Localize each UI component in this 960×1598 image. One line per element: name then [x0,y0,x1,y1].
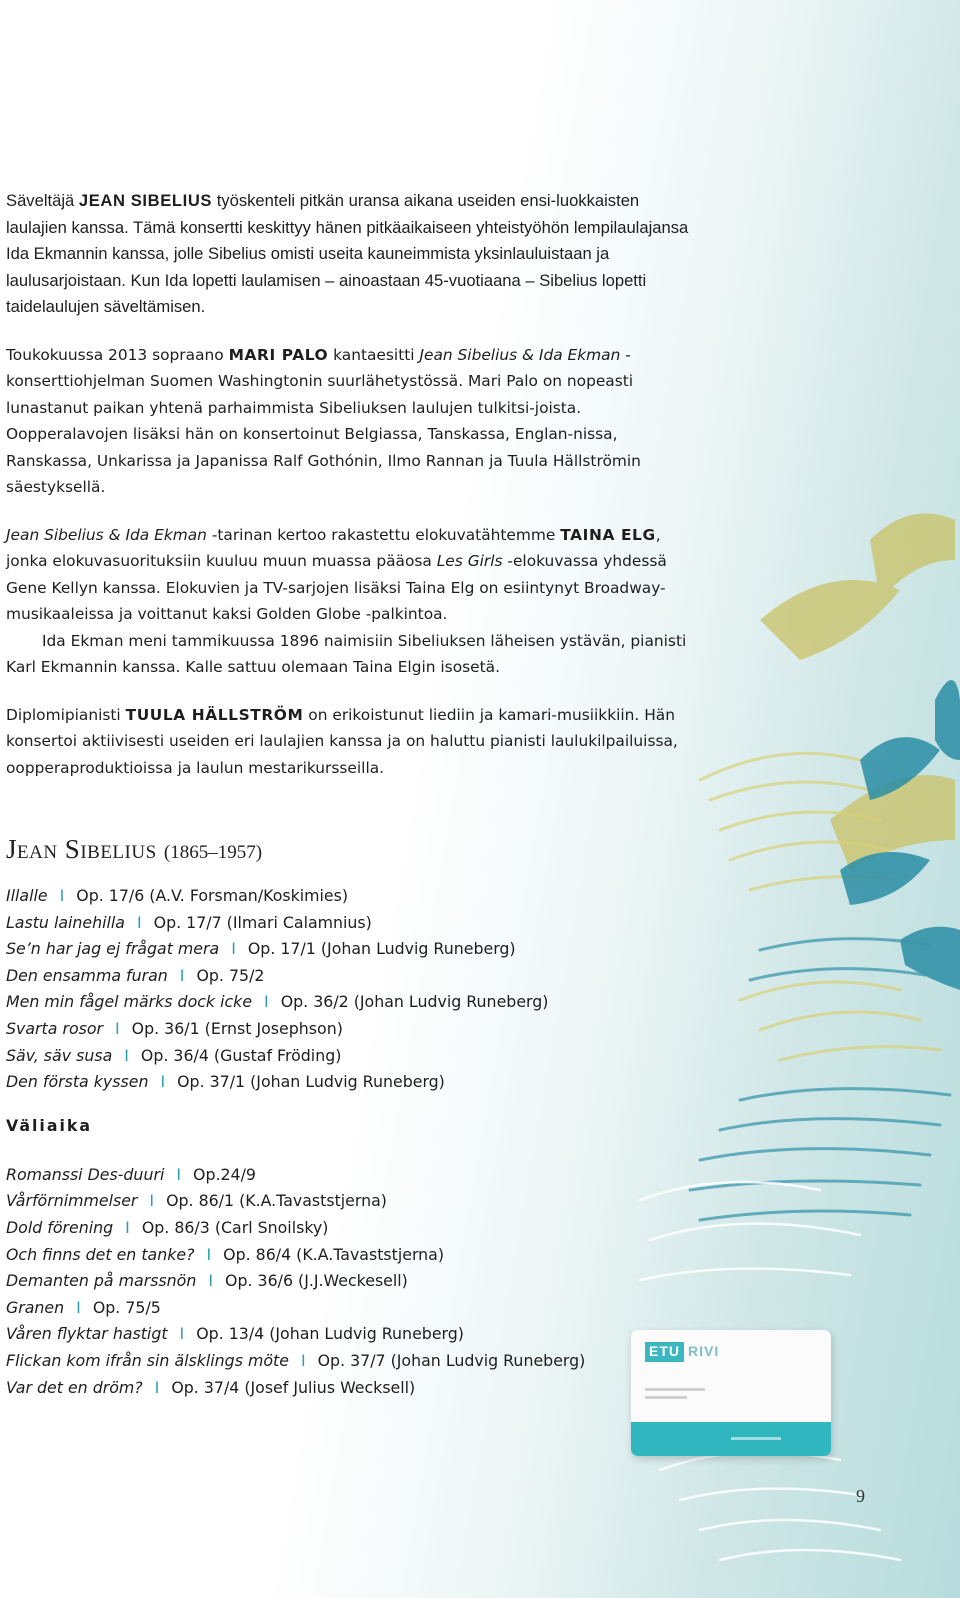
main-content [6,188,696,1401]
program-item [6,1321,696,1348]
separator-bar: I [179,1324,185,1344]
program-item [6,1016,696,1043]
etu-rivi-logo: ETU RIVI [645,1342,723,1362]
opus-info: Op. 75/5 [92,1297,161,1317]
intro-paragraph-ida-ekman: Ida Ekman meni tammikuussa 1896 naimisiin Sibeliuksen läheisen ystävän, pianisti Karl Ekmannin kanssa. Kalle sattuu olemaan Taina Elgin isosetä. [6,631,687,676]
pianist-name: TUULA HÄLLSTRÖM [125,705,304,724]
singer-name: MARI PALO [228,345,329,364]
intermission-label: Väliaika [6,1115,93,1135]
separator-bar: I [137,912,142,932]
program-item [6,1268,696,1295]
program-item [6,963,696,990]
song-title: Illalle [6,886,48,905]
separator-bar: I [125,1217,130,1237]
opus-info: Op. 37/4 (Josef Julius Wecksell) [171,1377,416,1397]
program-item [6,989,696,1016]
song-title: Säv, säv susa [6,1045,113,1065]
song-title: Och finns det en tanke? [6,1244,195,1264]
song-title: Den ensamma furan [6,965,168,985]
program-item [6,1215,696,1242]
separator-bar: I [208,1271,214,1291]
separator-bar: I [179,965,185,985]
song-title: Lastu lainehilla [6,912,125,932]
separator-bar: I [59,886,65,905]
separator-bar: I [206,1244,212,1264]
song-title: Se’n har jag ej frågat mera [6,939,220,959]
program-heading [6,834,696,865]
film-title: Les Girls [436,552,503,570]
separator-bar: I [124,1045,129,1065]
song-title: Men min fågel märks dock icke [6,992,253,1012]
opus-info: Op. 17/1 (Johan Ludvig Runeberg) [247,939,516,959]
program-item [6,1043,696,1070]
program-item [6,1069,696,1096]
opus-info: Op. 36/1 (Ernst Josephson) [131,1018,343,1038]
song-title: Var det en dröm? [6,1377,143,1397]
program-item [6,883,696,910]
program-item [6,936,696,963]
opus-info: Op.24/9 [193,1164,256,1184]
separator-bar: I [149,1191,155,1211]
program-item [6,1162,696,1189]
opus-info: Op. 36/4 (Gustaf Fröding) [140,1045,342,1065]
opus-info: Op. 36/2 (Johan Ludvig Runeberg) [280,992,549,1012]
song-title: Vårförnimmelser [6,1191,138,1211]
separator-bar: I [154,1377,160,1397]
separator-bar: I [76,1297,81,1317]
separator-bar: I [231,939,236,959]
intro-paragraph-sibelius: Säveltäjä JEAN SIBELIUS työskenteli pitkän uransa aikana useiden ensi-luokkaisten laulajien kanssa. Tämä konsertti keskittyy hänen pitkäaikaiseen yhteistyöhön lempilaulajansa Ida Ekmannin kanssa, jolle Sibelius omisti useita kauneimmista yksinlauluistaan ja laulusarjoistaan. Kun Ida lopetti laulamisen – ainoastaan 45-vuotiaana – Sibelius lopetti taidelaulujen säveltämisen. [6,191,689,316]
composer-dates: (1865–1957) [163,842,263,863]
opus-info: Op. 13/4 (Johan Ludvig Runeberg) [196,1324,464,1344]
song-title: Flickan kom ifrån sin älsklings möte [6,1350,289,1370]
song-title: Den första kyssen [6,1072,149,1092]
song-title: Våren flyktar hastigt [6,1324,168,1344]
composer-heading: Jean Sibelius [6,834,157,864]
song-title: Demanten på marssnön [6,1271,197,1291]
opus-info: Op. 86/1 (K.A.Tavaststjerna) [166,1191,387,1211]
program-item [6,910,696,937]
opus-info: Op. 86/4 (K.A.Tavaststjerna) [223,1244,445,1264]
program-title: Jean Sibelius & Ida Ekman [419,345,621,364]
opus-info: Op. 37/7 (Johan Ludvig Runeberg) [317,1350,586,1370]
song-title: Dold förening [6,1217,114,1237]
separator-bar: I [264,992,269,1012]
card-text-lines [645,1388,705,1404]
program-item [6,1375,696,1402]
song-title: Granen [6,1297,65,1317]
separator-bar: I [160,1072,166,1092]
program-item [6,1188,696,1215]
intro-paragraph-tuula-hallstrom: Diplomipianisti TUULA HÄLLSTRÖM on erikoistunut liediin ja kamari-musiikkiin. Hän konsertoi aktiivisesti useiden eri laulajien kanssa ja on haluttu pianisti laulukilpailuissa, oopperaproduktioissa ja laulun mestarikursseilla. [6,705,678,777]
composer-name: JEAN SIBELIUS [78,191,213,210]
program-list-part2 [6,1162,696,1401]
opus-info: Op. 17/7 (Ilmari Calamnius) [153,912,372,932]
separator-bar: I [300,1350,306,1370]
intro-paragraph-taina-elg: Jean Sibelius & Ida Ekman -tarinan kertoo rakastettu elokuvatähtemme TAINA ELG, jonka elokuvasuorituksiin kuuluu muun muassa pääosa Les Girls -elokuvassa yhdessä Gene Kellyn kanssa. Elokuvien ja TV-sarjojen lisäksi Taina Elg on esiintynyt Broadway-musikaaleissa ja voittanut kaksi Golden Globe -palkintoa. [6,525,667,623]
opus-info: Op. 37/1 (Johan Ludvig Runeberg) [177,1072,445,1092]
program-title: Jean Sibelius & Ida Ekman [6,525,207,544]
program-item [6,1295,696,1322]
opus-info: Op. 86/3 (Carl Snoilsky) [141,1217,329,1237]
program-item [6,1242,696,1269]
opus-info: Op. 17/6 (A.V. Forsman/Koskimies) [76,886,349,905]
opus-info: Op. 36/6 (J.J.Weckesell) [225,1271,408,1291]
program-list-part1 [6,883,696,1096]
song-title: Svarta rosor [6,1018,103,1038]
narrator-name: TAINA ELG [560,525,656,544]
song-title: Romanssi Des-duuri [6,1164,165,1184]
page-number: 9 [856,1486,865,1506]
opus-info: Op. 75/2 [196,965,265,985]
program-item [6,1348,696,1375]
intro-paragraph-mari-palo: Toukokuussa 2013 sopraano MARI PALO kantaesitti Jean Sibelius & Ida Ekman -konserttiohjelman Suomen Washingtonin suurlähetystössä. Mari Palo on nopeasti lunastanut paikan yhtenä parhaimmista Sibeliuksen laulujen tulkitsi-joista. Oopperalavojen lisäksi hän on konsertoinut Belgiassa, Tanskassa, Englan-nissa, Ranskassa, Unkarissa ja Japanissa Ralf Gothónin, Ilmo Rannan ja Tuula Hällströmin säestyksellä. [6,345,641,496]
separator-bar: I [176,1164,182,1184]
card-band [631,1422,831,1456]
etu-rivi-card-image [631,1330,831,1456]
separator-bar: I [115,1018,120,1038]
